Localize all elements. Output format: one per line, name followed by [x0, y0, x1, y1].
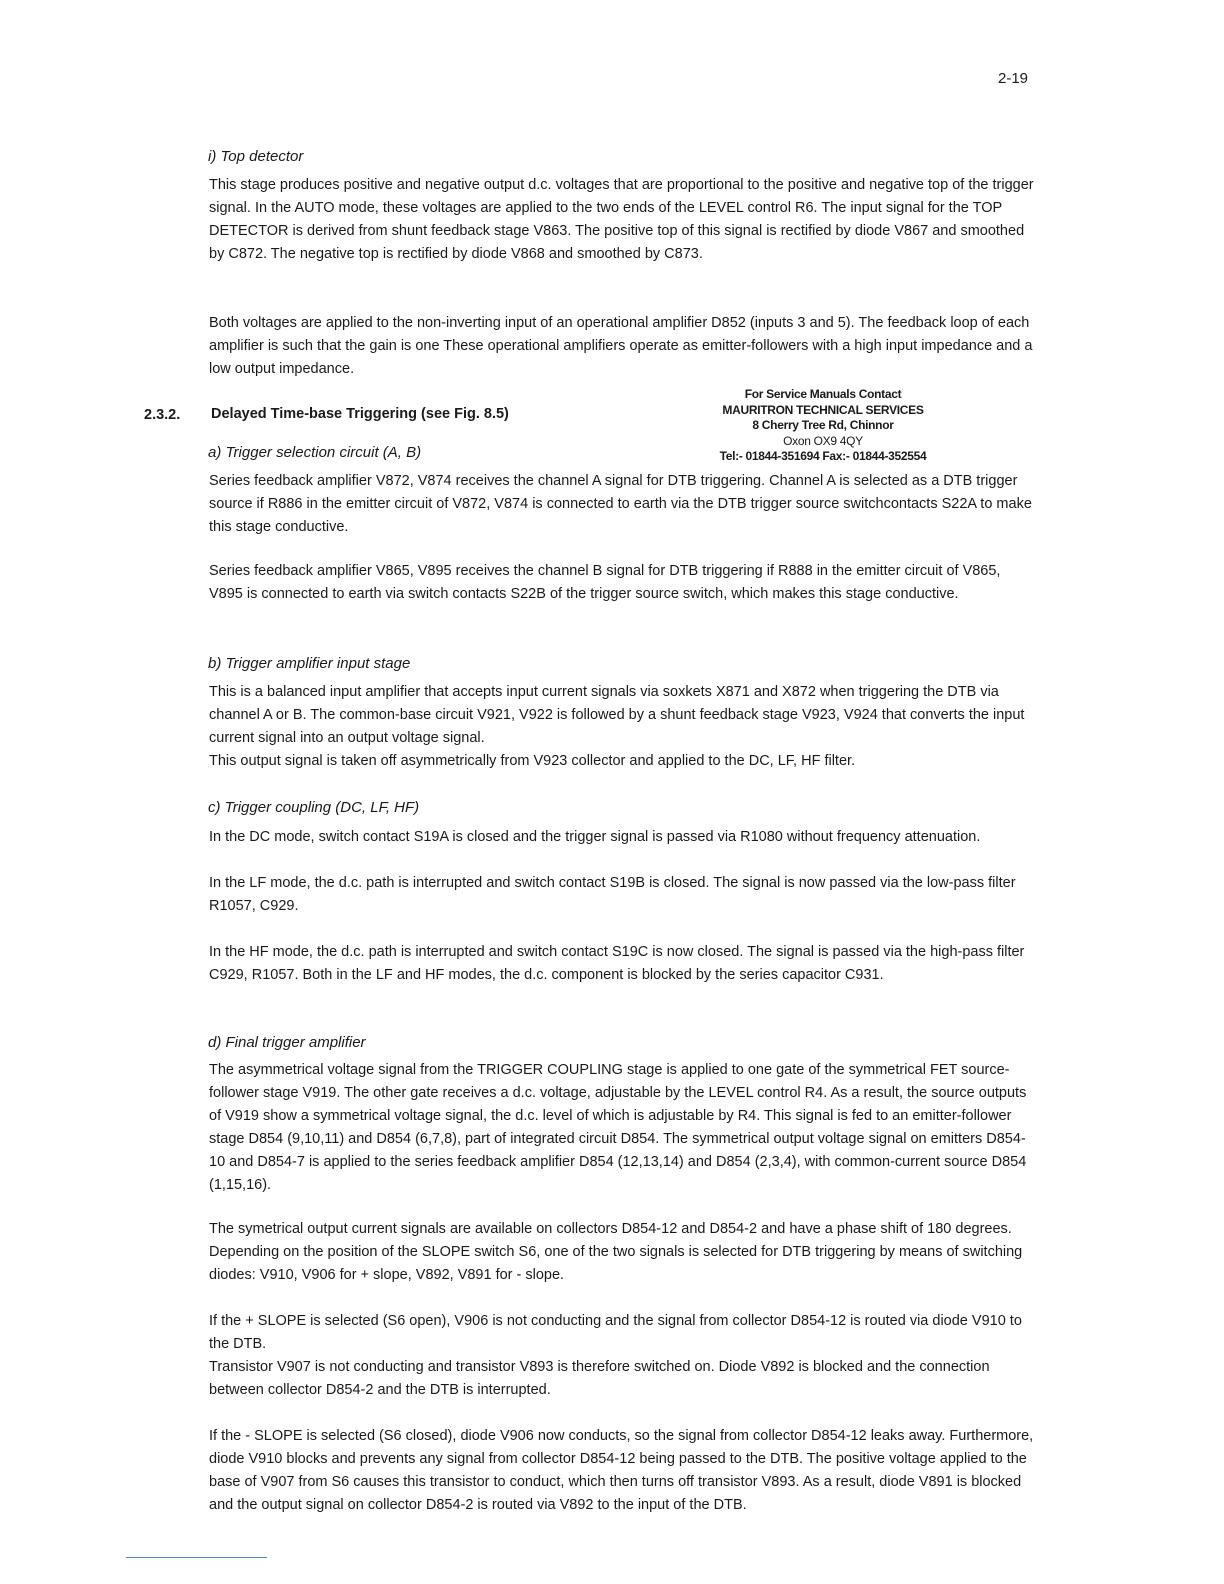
service-stamp: [712, 387, 934, 465]
stamp-line-3: 8 Cherry Tree Rd, Chinnor: [752, 418, 894, 432]
heading-trigger-amplifier-input: b) Trigger amplifier input stage: [208, 655, 411, 672]
top-detector-paragraph-2: Both voltages are applied to the non-inverting input of an operational amplifier D852 (inputs 3 and 5). The feedback loop of each amplifier is such that the gain is one These operational amplifiers operate as emitter-followers with a high input impedance and a low output impedance.: [209, 315, 1033, 377]
trigger-coupling-paragraph-2: In the LF mode, the d.c. path is interrupted and switch contact S19B is closed. The signal is now passed via the low-pass filter R1057, C929.: [209, 875, 1016, 914]
final-trigger-paragraph-5: If the - SLOPE is selected (S6 closed), diode V906 now conducts, so the signal from collector D854-12 leaks away. Furthermore, diode V910 blocks and prevents any signal from collector D854-12 being passed to the DTB. The positive voltage applied to the base of V907 from S6 causes this transistor to conduct, which then turns off transistor V893. As a result, diode V891 is blocked and the output signal on collector D854-2 is routed via V892 to the input of the DTB.: [209, 1428, 1034, 1513]
heading-trigger-selection: a) Trigger selection circuit (A, B): [208, 444, 422, 461]
trigger-coupling-paragraph-1: In the DC mode, switch contact S19A is closed and the trigger signal is passed via R1080 without frequency attenuation.: [209, 829, 981, 845]
section-number: 2.3.2.: [144, 407, 181, 423]
final-trigger-paragraph-4: Transistor V907 is not conducting and transistor V893 is therefore switched on. Diode V892 is blocked and the connection between collector D854-2 and the DTB is interrupted.: [209, 1359, 990, 1398]
footer-rule: [126, 1557, 267, 1558]
heading-final-trigger-amplifier: d) Final trigger amplifier: [208, 1034, 366, 1051]
trigger-coupling-paragraph-3: In the HF mode, the d.c. path is interrupted and switch contact S19C is now closed. The signal is passed via the high-pass filter C929, R1057. Both in the LF and HF modes, the d.c. component is blocked by the series capacitor C931.: [209, 944, 1025, 983]
trigger-selection-paragraph-2: Series feedback amplifier V865, V895 receives the channel B signal for DTB triggering if R888 in the emitter circuit of V865, V895 is connected to earth via switch contacts S22B of the trigger source switch, which makes this stage conductive.: [209, 563, 1001, 602]
stamp-line-4: Oxon OX9 4QY: [783, 433, 863, 448]
stamp-line-1: For Service Manuals Contact: [744, 387, 902, 401]
heading-top-detector: i) Top detector: [208, 148, 304, 165]
section-title: Delayed Time-base Triggering (see Fig. 8.5): [211, 406, 509, 422]
trigger-amplifier-paragraph-2: This output signal is taken off asymmetrically from V923 collector and applied to the DC, LF, HF filter.: [209, 753, 856, 769]
final-trigger-paragraph-1: The asymmetrical voltage signal from the TRIGGER COUPLING stage is applied to one gate of the symmetrical FET source-follower stage V919. The other gate receives a d.c. voltage, adjustable by the LEVEL control R4. As a result, the source outputs of V919 show a symmetrical voltage signal, the d.c. level of which is adjustable by R4. This signal is fed to an emitter-follower stage D854 (9,10,11) and D854 (6,7,8), part of integrated circuit D854. The symmetrical output voltage signal on emitters D854-10 and D854-7 is applied to the series feedback amplifier D854 (12,13,14) and D854 (2,3,4), with common-current source D854 (1,15,16).: [209, 1062, 1027, 1193]
final-trigger-paragraph-3: If the + SLOPE is selected (S6 open), V906 is not conducting and the signal from collector D854-12 is routed via diode V910 to the DTB.: [209, 1313, 1022, 1352]
heading-trigger-coupling: c) Trigger coupling (DC, LF, HF): [208, 799, 420, 816]
trigger-amplifier-paragraph-1: This is a balanced input amplifier that accepts input current signals via soxkets X871 and X872 when triggering the DTB via channel A or B. The common-base circuit V921, V922 is followed by a shunt feedback stage V923, V924 that converts the input current signal into an output voltage signal.: [209, 684, 1025, 746]
stamp-line-2: MAURITRON TECHNICAL SERVICES: [722, 402, 924, 417]
top-detector-paragraph-1: This stage produces positive and negative output d.c. voltages that are proportional to the positive and negative top of the trigger signal. In the AUTO mode, these voltages are applied to the two ends of the LEVEL control R6. The input signal for the TOP DETECTOR is derived from shunt feedback stage V863. The positive top of this signal is rectified by diode V867 and smoothed by C872. The negative top is rectified by diode V868 and smoothed by C873.: [209, 177, 1034, 262]
page-number: 2-19: [998, 70, 1029, 87]
stamp-line-5: Tel:- 01844-351694 Fax:- 01844-352554: [719, 449, 927, 463]
trigger-selection-paragraph-1: Series feedback amplifier V872, V874 receives the channel A signal for DTB triggering. Channel A is selected as a DTB trigger source if R886 in the emitter circuit of V872, V874 is connected to earth via the DTB trigger source switchcontacts S22A to make this stage conductive.: [209, 473, 1032, 535]
final-trigger-paragraph-2: The symetrical output current signals are available on collectors D854-12 and D854-2 and have a phase shift of 180 degrees. Depending on the position of the SLOPE switch S6, one of the two signals is selected for DTB triggering by means of switching diodes: V910, V906 for + slope, V892, V891 for - slope.: [209, 1221, 1023, 1283]
